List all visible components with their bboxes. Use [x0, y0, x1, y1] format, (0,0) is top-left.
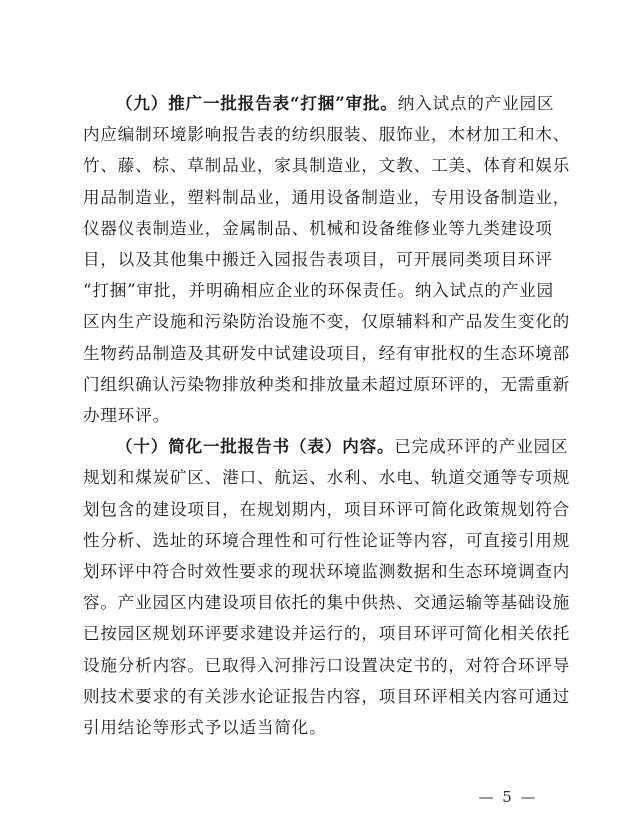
paragraph-line: 规划和煤炭矿区、港口、航运、水利、水电、轨道交通等专项规: [83, 468, 571, 488]
paragraph-line: “打捆”审批，并明确相应企业的环保责任。纳入试点的产业园: [83, 281, 555, 301]
paragraph-line: 划包含的建设项目，在规划期内，项目环评可简化政策规划符合: [83, 499, 571, 519]
paragraph-line: [83, 431, 569, 462]
paragraph-line: 划环评中符合时效性要求的现状环境监测数据和生态环境调查内: [83, 562, 571, 582]
paragraph-heading: （十）简化一批报告书（表）内容。: [116, 437, 395, 457]
paragraph-line: 容。产业园区内建设项目依托的集中供热、交通运输等基础设施: [83, 593, 571, 613]
paragraph-line: 用品制造业，塑料制品业，通用设备制造业，专用设备制造业，: [83, 187, 571, 207]
paragraph-line: 竹、藤、棕、草制品业，家具制造业，文教、工美、体育和娱乐: [83, 156, 571, 176]
paragraph-line: 仪器仪表制造业，金属制品、机械和设备维修业等九类建设项: [83, 218, 553, 238]
paragraph-line: 设施分析内容。已取得入河排污口设置决定书的，对符合环评导: [83, 655, 571, 675]
paragraph-text: 已完成环评的产业园区: [394, 437, 569, 457]
paragraph-line: [83, 88, 555, 119]
paragraph-line: 目，以及其他集中搬迁入园报告表项目，可开展同类项目环评: [83, 250, 553, 270]
paragraph-line: 性分析、选址的环境合理性和可行性论证等内容，可直接引用规: [83, 530, 571, 550]
paragraph-line: 引用结论等形式予以适当简化。: [83, 718, 327, 738]
paragraph-line: 办理环评。: [83, 406, 170, 426]
paragraph-line: 内应编制环境影响报告表的纺织服装、服饰业，木材加工和木、: [83, 125, 571, 145]
paragraph-9: [83, 88, 571, 431]
page-number: — 5 —: [478, 788, 538, 806]
paragraph-line: 已按园区规划环评要求建设并运行的，项目环评可简化相关依托: [83, 624, 571, 644]
paragraph-line: 门组织确认污染物排放种类和排放量未超过原环评的，无需重新: [83, 374, 571, 394]
paragraph-10: [83, 431, 571, 743]
document-body: [83, 88, 571, 743]
paragraph-line: 生物药品制造及其研发中试建设项目，经有审批权的生态环境部: [83, 343, 571, 363]
paragraph-line: 区内生产设施和污染防治设施不变，仅原辅料和产品发生变化的: [83, 312, 571, 332]
paragraph-heading: （九）推广一批报告表“打捆”审批。: [116, 94, 398, 113]
paragraph-line: 则技术要求的有关涉水论证报告内容，项目环评相关内容可通过: [83, 686, 571, 706]
paragraph-text: 纳入试点的产业园区: [397, 94, 555, 113]
